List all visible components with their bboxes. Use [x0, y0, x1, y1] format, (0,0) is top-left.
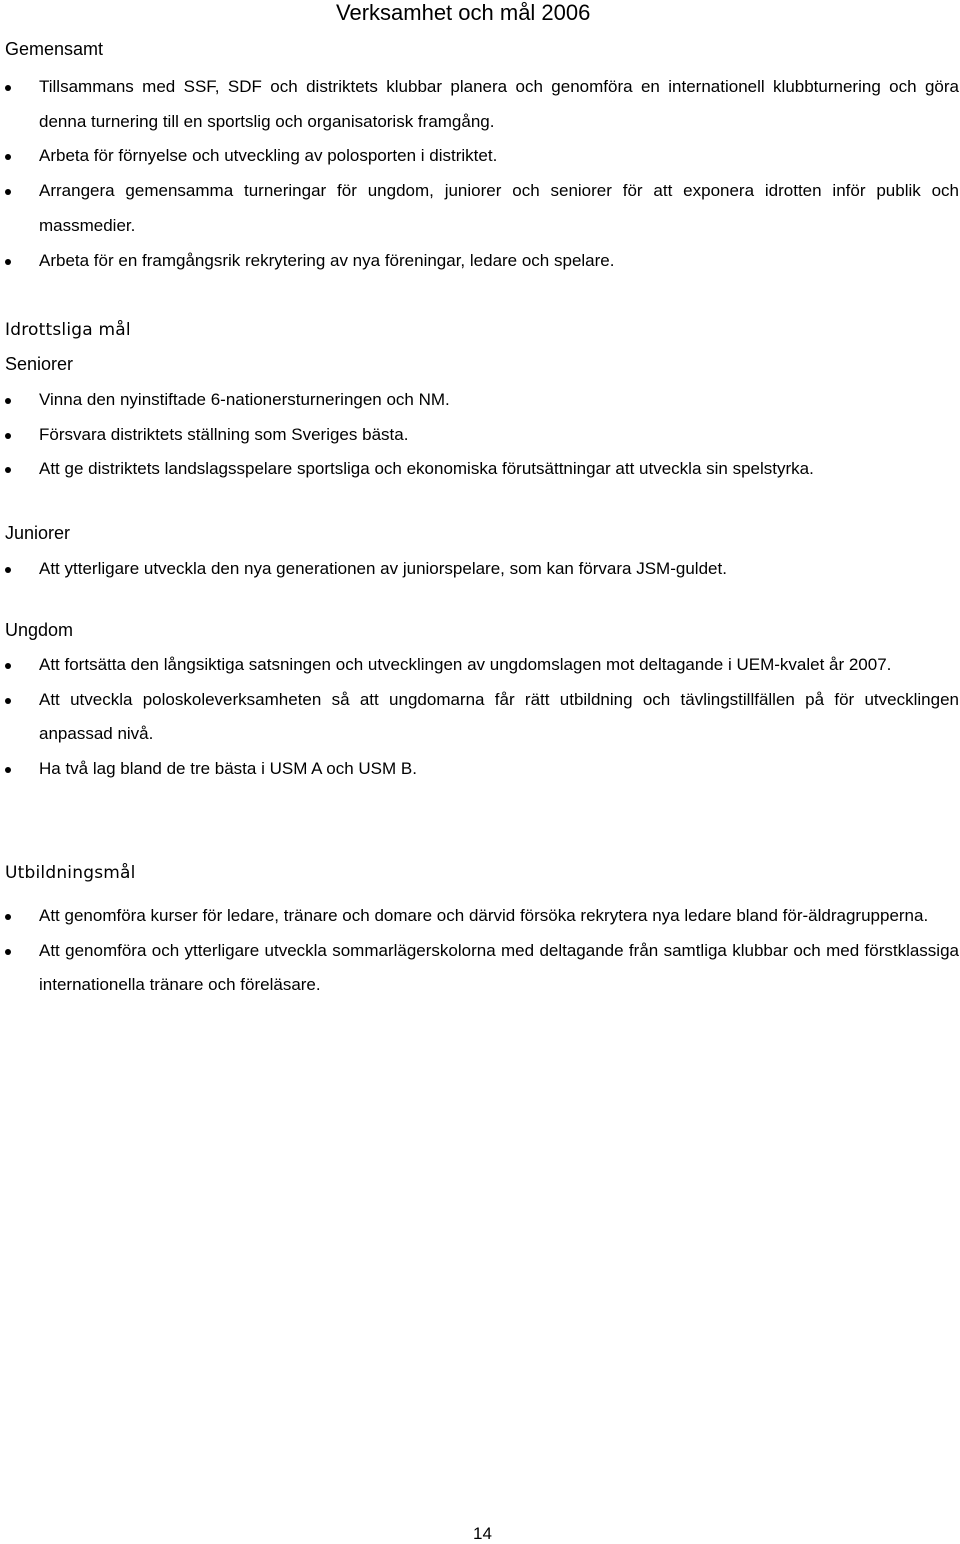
list-item [0, 934, 960, 1003]
seniorer-list [0, 383, 960, 487]
section-heading-gemensamt: Gemensamt [5, 39, 104, 59]
list-item-text: Vinna den nyinstiftade 6-nationersturneringen och NM. [39, 390, 450, 409]
bullet-icon [5, 259, 11, 265]
list-item-text: Att ytterligare utveckla den nya generationen av juniorspelare, som kan förvara JSM-guldet. [39, 559, 727, 578]
list-item-text: Arbeta för en framgångsrik rekrytering av nya föreningar, ledare och spelare. [39, 250, 615, 270]
list-item-text: Att genomföra kurser för ledare, tränare och domare och därvid försöka rekrytera nya ledare bland för-äldragrupperna. [39, 906, 929, 925]
list-item-text: Tillsammans med SSF, SDF och distriktets klubbar planera och genomföra en internationell klubbturnering och göra denna turnering till en sportslig och organisatorisk framgång. [39, 77, 959, 131]
bullet-icon [5, 189, 11, 195]
bullet-icon [5, 767, 11, 773]
section-heading-idrottsliga-mal: Idrottsliga mål [5, 320, 131, 340]
list-item [0, 452, 960, 487]
list-item [0, 244, 960, 279]
bullet-icon [5, 698, 11, 704]
list-item [0, 174, 960, 243]
list-item [0, 552, 960, 587]
bullet-icon [5, 398, 11, 404]
list-item-text: Arrangera gemensamma turneringar för ungdom, juniorer och seniorer för att exponera idrotten inför publik och massmedier. [39, 181, 959, 235]
list-item [0, 70, 960, 139]
bullet-icon [5, 154, 11, 160]
juniorer-list [0, 552, 960, 587]
list-item-text: Ha två lag bland de tre bästa i USM A och USM B. [39, 759, 417, 779]
list-item [0, 683, 960, 752]
bullet-icon [5, 914, 11, 920]
list-item [0, 752, 960, 787]
section-heading-seniorer: Seniorer [5, 354, 74, 374]
bullet-icon [5, 85, 11, 91]
ungdom-list [0, 648, 960, 787]
bullet-icon [5, 949, 11, 955]
bullet-icon [5, 567, 11, 573]
page-number: 14 [473, 1524, 492, 1543]
gemensamt-list [0, 70, 960, 278]
list-item [0, 899, 960, 934]
page-title: Verksamhet och mål 2006 [336, 0, 591, 25]
bullet-icon [5, 663, 11, 669]
section-heading-juniorer: Juniorer [5, 523, 71, 543]
list-item [0, 648, 960, 683]
list-item [0, 139, 960, 174]
list-item [0, 418, 960, 453]
list-item-text: Att ge distriktets landslagsspelare sportsliga och ekonomiska förutsättningar att utveckla sin spelstyrka. [39, 459, 814, 479]
list-item-text: Att genomföra och ytterligare utveckla sommarlägerskolorna med deltagande från samtliga klubbar och med förstklassiga internationella tränare och föreläsare. [39, 940, 959, 995]
utbildning-list [0, 899, 960, 1003]
list-item [0, 383, 960, 418]
section-heading-utbildningsmal: Utbildningsmål [5, 863, 136, 883]
bullet-icon [5, 433, 11, 439]
list-item-text: Arbeta för förnyelse och utveckling av polosporten i distriktet. [39, 146, 498, 166]
section-heading-ungdom: Ungdom [5, 620, 74, 640]
list-item-text: Att fortsätta den långsiktiga satsningen och utvecklingen av ungdomslagen mot deltagande i UEM-kvalet år 2007. [39, 655, 892, 674]
list-item-text: Försvara distriktets ställning som Sveriges bästa. [39, 424, 409, 444]
list-item-text: Att utveckla poloskoleverksamheten så att ungdomarna får rätt utbildning och tävlingstillfällen på för utvecklingen anpassad nivå. [39, 689, 959, 744]
bullet-icon [5, 467, 11, 473]
